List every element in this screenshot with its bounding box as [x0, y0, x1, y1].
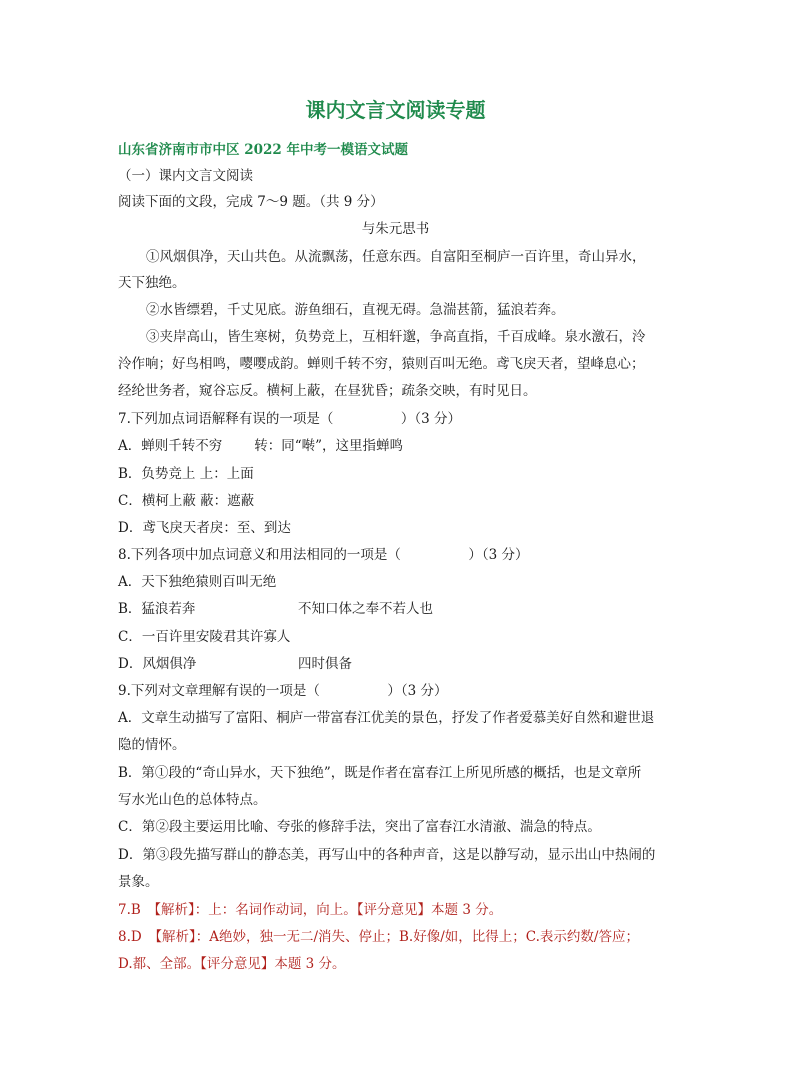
question-7: 7.下列加点词语解释有误的一项是（ ）（3 分）	[118, 411, 462, 427]
passage-para1-line1: ①风烟俱净，天山共色。从流飘荡，任意东西。自富阳至桐庐一百许里，奇山异水，	[146, 249, 646, 265]
exam-source: 山东省济南市市中区 2022 年中考一模语文试题	[118, 142, 408, 158]
option-b-right: 不知口体之奉不若人也	[298, 601, 433, 617]
question-8: 8.下列各项中加点词意义和用法相同的一项是（ ）（3 分）	[118, 547, 529, 563]
question-9-option-b-line1: B．第①段的“奇山异水，天下独绝”，既是作者在富春江上所见所感的概括，也是文章所	[118, 765, 642, 781]
passage-para2: ②水皆缥碧，千丈见底。游鱼细石，直视无碍。急湍甚箭，猛浪若奔。	[146, 302, 565, 318]
question-7-option-b: B．负势竞上 上：上面	[118, 466, 254, 482]
passage-para3-line2: 泠作响；好鸟相鸣，嘤嘤成韵。蝉则千转不穷，猿则百叫无绝。鸢飞戾天者，望峰息心；	[118, 356, 645, 372]
question-9-option-a-line1: A．文章生动描写了富阳、桐庐一带富春江优美的景色，抒发了作者爱慕美好自然和避世退	[118, 710, 655, 726]
question-7-option-c: C．横柯上蔽 蔽：遮蔽	[118, 493, 255, 509]
answer-8-line2: D.都、全部。【评分意见】本题 3 分。	[118, 956, 346, 972]
option-d-left: D．风烟俱净	[118, 656, 197, 672]
answer-7: 7.B 【解析】：上：名词作动词，向上。【评分意见】本题 3 分。	[118, 902, 503, 918]
question-7-option-d: D．鸢飞戾天者戾：至、到达	[118, 520, 291, 536]
passage-title: 与朱元思书	[361, 221, 430, 237]
question-8-option-d	[118, 654, 352, 674]
question-9: 9.下列对文章理解有误的一项是（ ）（3 分）	[118, 683, 448, 699]
passage-para3-line1: ③夹岸高山，皆生寒树，负势竞上，互相轩邈，争高直指，千百成峰。泉水激石，泠	[146, 329, 646, 345]
question-9-option-b-line2: 写水光山色的总体特点。	[118, 792, 267, 808]
question-7-option-a	[118, 436, 403, 456]
question-9-option-d-line1: D．第③段先描写群山的静态美，再写山中的各种声音，这是以静写动，显示出山中热闹的	[118, 847, 656, 863]
page-title: 课内文言文阅读专题	[305, 98, 486, 122]
question-9-option-d-line2: 景象。	[118, 874, 159, 890]
question-8-option-c: C．一百许里安陵君其许寡人	[118, 629, 291, 645]
section-heading: （一）课内文言文阅读	[118, 168, 253, 184]
option-a-gloss: 转：同“啭”，这里指蝉鸣	[254, 438, 404, 454]
option-d-right: 四时俱备	[298, 656, 352, 672]
answer-8-line1: 8.D 【解析】：A绝妙，独一无二/消失、停止；B.好像/如，比得上；C.表示约数/答应；	[118, 929, 639, 945]
question-8-option-a: A．天下独绝猿则百叫无绝	[118, 574, 277, 590]
option-a-text: A．蝉则千转不穷	[118, 438, 223, 454]
passage-para1-line2: 天下独绝。	[118, 275, 186, 291]
passage-para3-line3: 经纶世务者，窥谷忘反。横柯上蔽，在昼犹昏；疏条交映，有时见日。	[118, 383, 537, 399]
question-9-option-a-line2: 隐的情怀。	[118, 737, 186, 753]
question-8-option-b	[118, 599, 433, 619]
question-9-option-c: C．第②段主要运用比喻、夸张的修辞手法，突出了富春江水清澈、湍急的特点。	[118, 819, 601, 835]
instructions: 阅读下面的文段，完成 7～9 题。（共 9 分）	[118, 194, 384, 210]
option-b-left: B．猛浪若奔	[118, 601, 196, 617]
